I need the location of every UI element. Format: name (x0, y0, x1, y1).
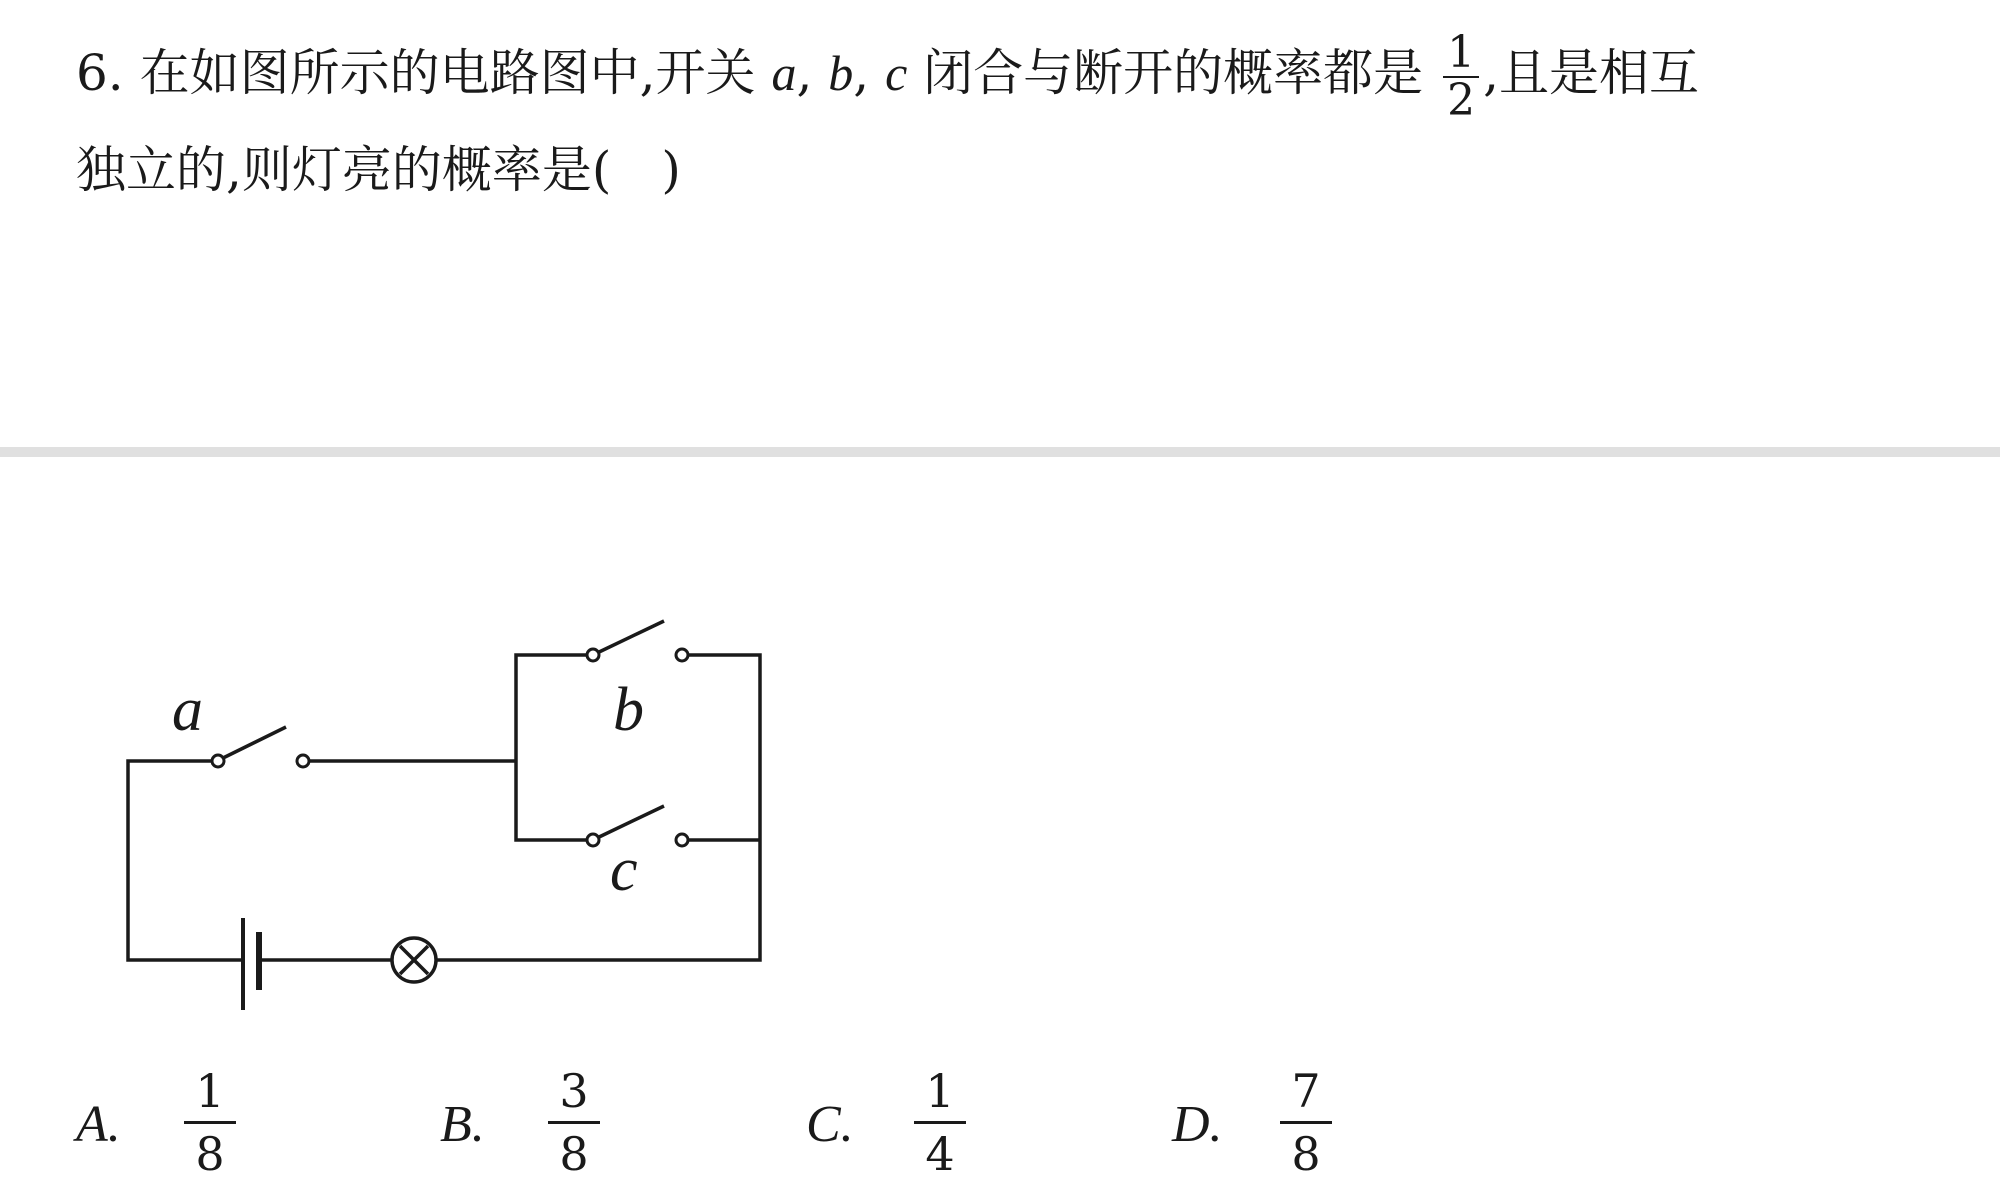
fraction-numerator: 1 (925, 1064, 955, 1118)
comma: , (796, 44, 813, 103)
option-letter: D. (1172, 1096, 1223, 1153)
switch-c-terminal (676, 834, 688, 846)
section-divider (0, 447, 2000, 457)
question-text-3: ,且是相互 (1483, 44, 1699, 103)
fraction-bar (1280, 1121, 1332, 1124)
fraction-bar (914, 1121, 966, 1124)
switch-a-label: a (172, 676, 203, 744)
fraction-numerator: 1 (195, 1064, 225, 1118)
option-fraction (184, 1065, 236, 1180)
switch-a-variable: a (771, 45, 797, 102)
circuit-diagram (0, 600, 800, 1030)
option-fraction (1280, 1065, 1332, 1180)
switch-c-label: c (610, 836, 638, 904)
switch-b-terminal (587, 649, 599, 661)
fraction-denominator: 8 (559, 1127, 589, 1181)
switch-a-terminal (212, 755, 224, 767)
question-text-2: 闭合与断开的概率都是 (923, 44, 1424, 103)
option-fraction (548, 1065, 600, 1180)
option-letter: A. (76, 1096, 121, 1153)
question-line-1 (76, 27, 1699, 127)
question-number: 6. (76, 44, 124, 103)
switch-c-blade (597, 806, 664, 838)
option-letter: C. (806, 1096, 854, 1153)
switch-c-variable: c (885, 45, 908, 102)
fraction-numerator: 7 (1291, 1064, 1321, 1118)
question-line-2 (76, 141, 681, 199)
question-text-4: 独立的,则灯亮的概率是( ) (76, 141, 681, 199)
switch-a-terminal (297, 755, 309, 767)
fraction-denominator: 4 (925, 1127, 955, 1181)
fraction-denominator: 8 (195, 1127, 225, 1181)
probability-fraction (1443, 27, 1479, 127)
comma: , (853, 44, 870, 103)
switch-b-blade (597, 621, 664, 653)
fraction-denominator: 8 (1291, 1127, 1321, 1181)
option-fraction (914, 1065, 966, 1180)
switch-a-blade (221, 727, 286, 759)
switch-b-label: b (613, 676, 644, 744)
wire-left (128, 761, 243, 960)
wire-parallel-right (436, 655, 760, 960)
fraction-numerator: 3 (559, 1064, 589, 1118)
switch-b-variable: b (828, 45, 854, 102)
wire-parallel-left (516, 655, 589, 840)
question-text-1: 在如图所示的电路图中,开关 (139, 44, 756, 103)
switch-c-terminal (587, 834, 599, 846)
fraction-numerator: 1 (1443, 30, 1479, 78)
option-letter: B. (440, 1096, 485, 1153)
fraction-bar (548, 1121, 600, 1124)
fraction-bar (184, 1121, 236, 1124)
fraction-denominator: 2 (1447, 75, 1476, 127)
switch-b-terminal (676, 649, 688, 661)
